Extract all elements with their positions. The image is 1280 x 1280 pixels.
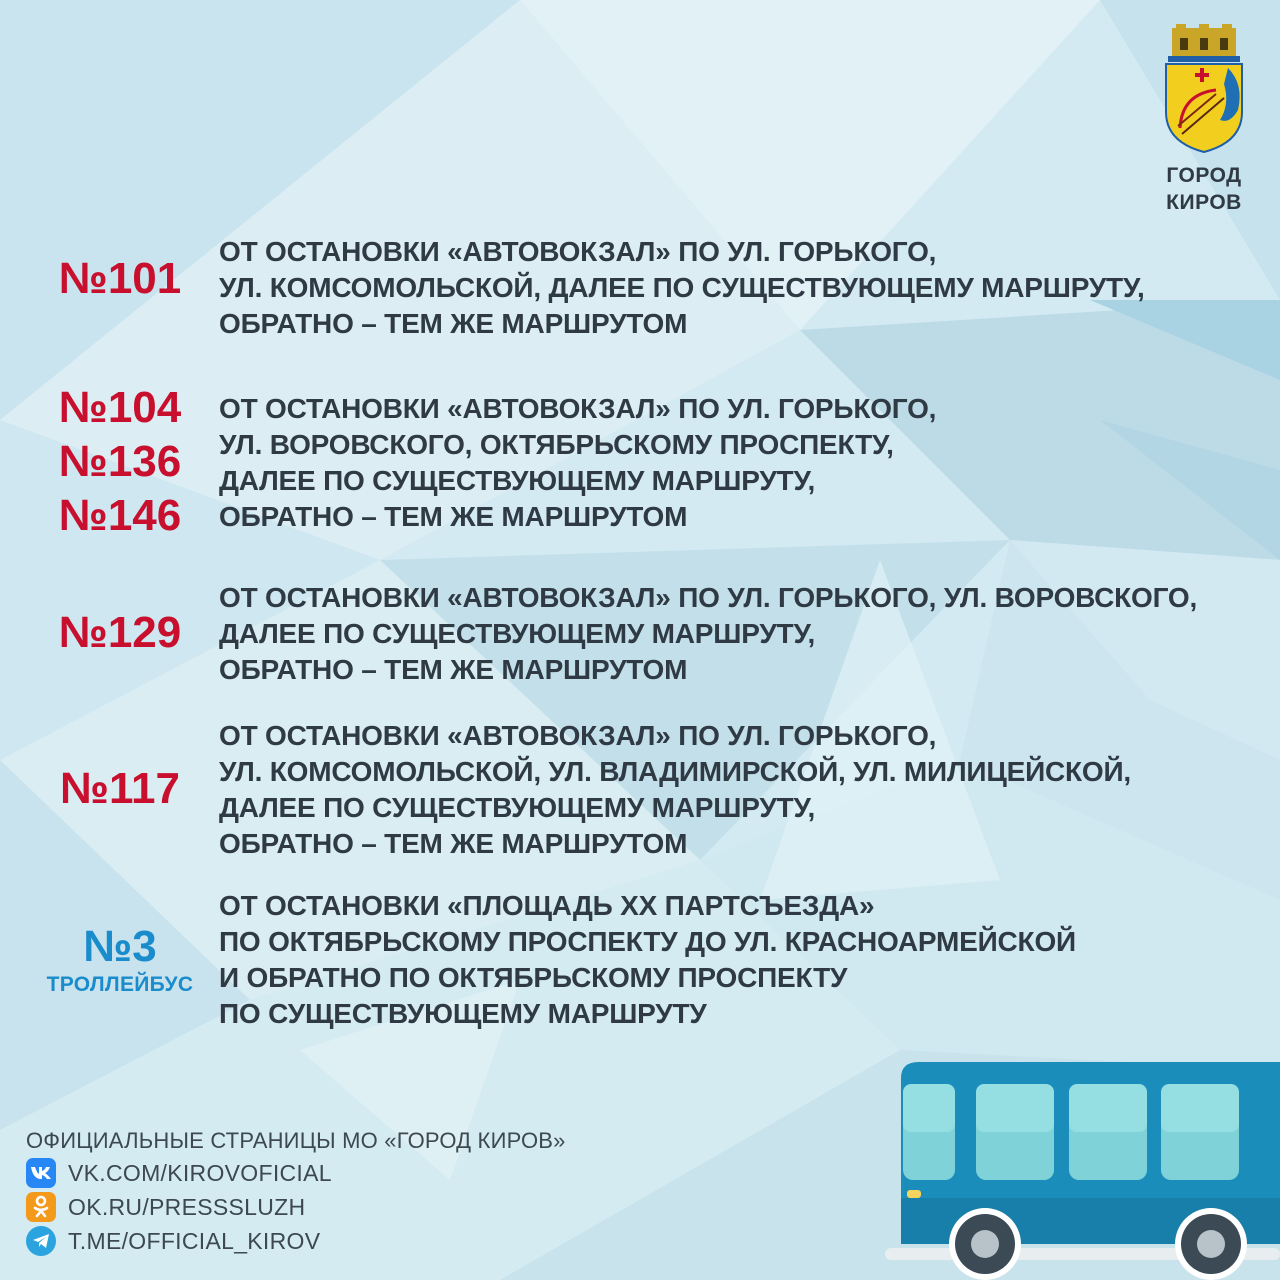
- route-line: ДАЛЕЕ ПО СУЩЕСТВУЮЩЕМУ МАРШРУТУ,: [219, 792, 816, 823]
- route-line: ОТ ОСТАНОВКИ «АВТОВОКЗАЛ» ПО УЛ. ГОРЬКОГО,: [219, 236, 937, 267]
- social-link-vk[interactable]: [26, 1156, 566, 1190]
- route-number: №117: [59, 764, 181, 813]
- route-line: ОТ ОСТАНОВКИ «АВТОВОКЗАЛ» ПО УЛ. ГОРЬКОГО, УЛ. ВОРОВСКОГО,: [219, 582, 1198, 613]
- route-line: ДАЛЕЕ ПО СУЩЕСТВУЮЩЕМУ МАРШРУТУ,: [219, 618, 816, 649]
- route-line: ПО СУЩЕСТВУЮЩЕМУ МАРШРУТУ: [219, 998, 707, 1029]
- telegram-icon: [26, 1226, 56, 1256]
- route-number: №101: [58, 254, 182, 303]
- route-description: [219, 888, 1259, 1032]
- route-numbers: [40, 252, 200, 306]
- route-number: №3: [83, 922, 157, 971]
- social-link-label: VK.COM/KIROVOFICIAL: [68, 1159, 332, 1186]
- route-numbers: [40, 381, 200, 543]
- route-number: №146: [58, 491, 182, 540]
- route-line: И ОБРАТНО ПО ОКТЯБРЬСКОМУ ПРОСПЕКТУ: [219, 962, 848, 993]
- route-description: [219, 391, 1259, 535]
- route-line: УЛ. КОМСОМОЛЬСКОЙ, ДАЛЕЕ ПО СУЩЕСТВУЮЩЕМУ МАРШРУТУ,: [219, 272, 1145, 303]
- route-line: ОБРАТНО – ТЕМ ЖЕ МАРШРУТОМ: [219, 501, 688, 532]
- ok-icon: [26, 1192, 56, 1222]
- route-line: ОБРАТНО – ТЕМ ЖЕ МАРШРУТОМ: [219, 828, 688, 859]
- route-line: ОТ ОСТАНОВКИ «АВТОВОКЗАЛ» ПО УЛ. ГОРЬКОГО,: [219, 720, 937, 751]
- route-line: УЛ. КОМСОМОЛЬСКОЙ, УЛ. ВЛАДИМИРСКОЙ, УЛ. МИЛИЦЕЙСКОЙ,: [219, 756, 1131, 787]
- official-pages: [26, 1126, 566, 1258]
- social-link-label: OK.RU/PRESSSLUZH: [68, 1193, 306, 1220]
- social-link-label: T.ME/OFFICIAL_KIROV: [68, 1227, 321, 1254]
- route-line: ОТ ОСТАНОВКИ «АВТОВОКЗАЛ» ПО УЛ. ГОРЬКОГО,: [219, 393, 937, 424]
- route-numbers: [40, 606, 200, 660]
- route-number: №136: [58, 437, 182, 486]
- route-number: №104: [58, 383, 182, 432]
- route-line: ОТ ОСТАНОВКИ «ПЛОЩАДЬ XX ПАРТСЪЕЗДА»: [219, 890, 875, 921]
- social-link-ok[interactable]: [26, 1190, 566, 1224]
- coat-of-arms-icon: [1158, 24, 1250, 154]
- route-line: ОБРАТНО – ТЕМ ЖЕ МАРШРУТОМ: [219, 308, 688, 339]
- social-link-telegram[interactable]: [26, 1224, 566, 1258]
- route-description: [219, 234, 1259, 342]
- route-description: [219, 580, 1259, 688]
- city-logo: [1158, 24, 1250, 213]
- route-line: УЛ. ВОРОВСКОГО, ОКТЯБРЬСКОМУ ПРОСПЕКТУ,: [219, 429, 894, 460]
- route-number: №129: [58, 608, 182, 657]
- bus-illustration-icon: [885, 1058, 1280, 1280]
- logo-line2: КИРОВ: [1166, 191, 1242, 214]
- route-numbers: [40, 922, 200, 998]
- route-description: [219, 718, 1259, 862]
- official-pages-title: ОФИЦИАЛЬНЫЕ СТРАНИЦЫ МО «ГОРОД КИРОВ»: [26, 1128, 566, 1153]
- logo-line1: ГОРОД: [1166, 164, 1242, 187]
- route-type-label: ТРОЛЛЕЙБУС: [46, 973, 194, 996]
- route-line: ОБРАТНО – ТЕМ ЖЕ МАРШРУТОМ: [219, 654, 688, 685]
- vk-icon: [26, 1158, 56, 1188]
- route-numbers: [40, 762, 200, 816]
- route-line: ДАЛЕЕ ПО СУЩЕСТВУЮЩЕМУ МАРШРУТУ,: [219, 465, 816, 496]
- route-line: ПО ОКТЯБРЬСКОМУ ПРОСПЕКТУ ДО УЛ. КРАСНОАРМЕЙСКОЙ: [219, 926, 1076, 957]
